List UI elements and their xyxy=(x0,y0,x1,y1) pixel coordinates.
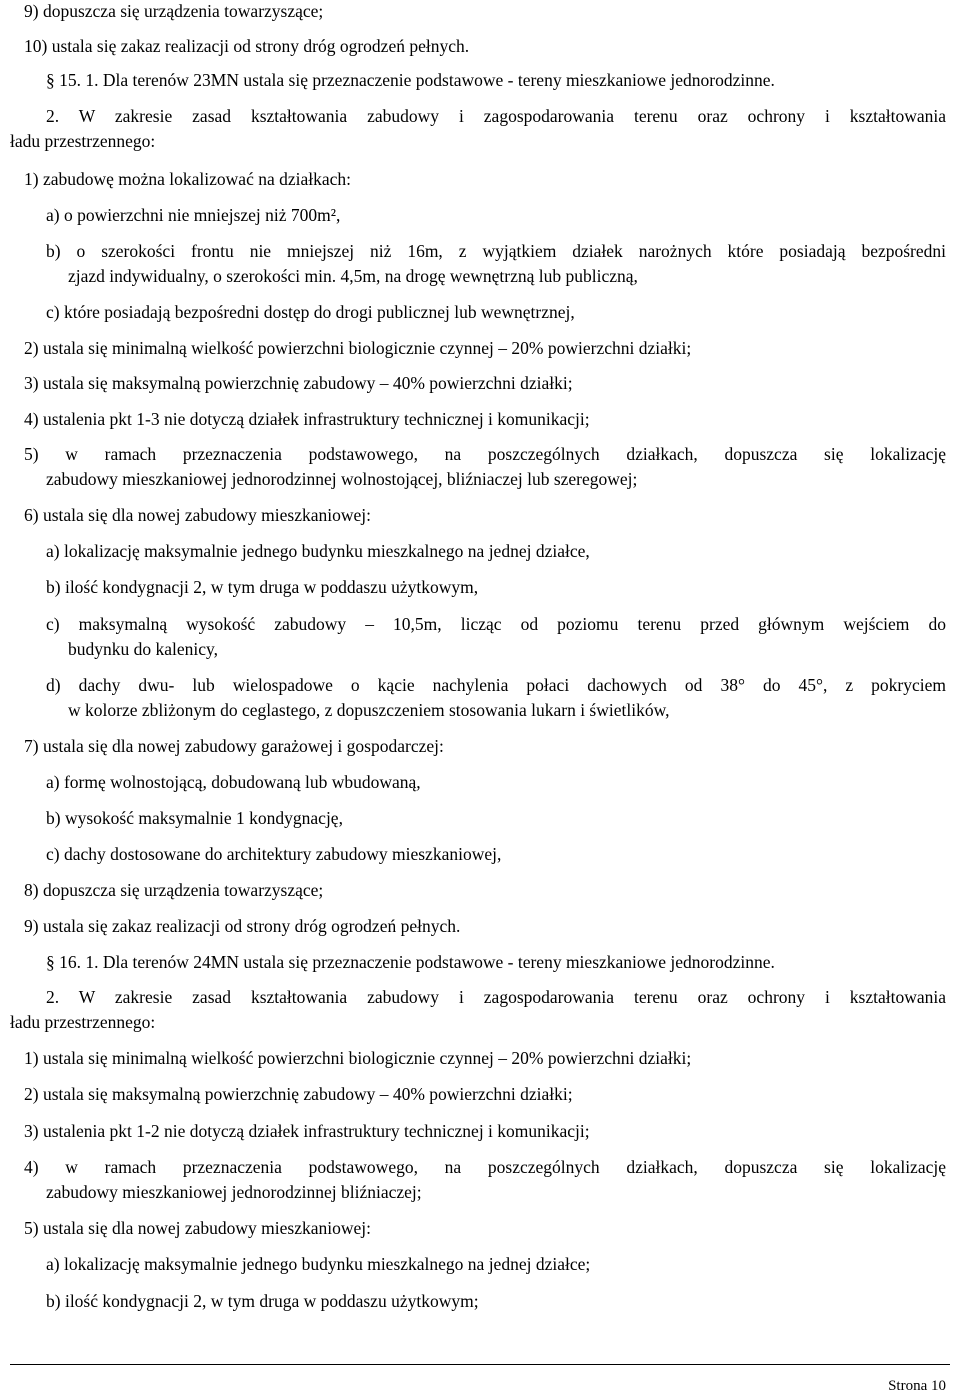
paragraph-line: b) ilość kondygnacji 2, w tym druga w poddaszu użytkowym; xyxy=(46,1291,479,1311)
paragraph-line: 6) ustala się dla nowej zabudowy mieszkaniowej: xyxy=(24,505,371,525)
paragraph-line: 2. W zakresie zasad kształtowania zabudowy i zagospodarowania terenu oraz ochrony i kształtowania xyxy=(46,987,946,1007)
paragraph-line: 4) w ramach przeznaczenia podstawowego, na poszczególnych działkach, dopuszcza się lokalizację xyxy=(24,1157,946,1177)
paragraph-line: zabudowy mieszkaniowej jednorodzinnej bliźniaczej; xyxy=(46,1182,422,1202)
paragraph-line: 9) ustala się zakaz realizacji od strony dróg ogrodzeń pełnych. xyxy=(24,916,461,936)
paragraph-line: 7) ustala się dla nowej zabudowy garażowej i gospodarczej: xyxy=(24,736,444,756)
paragraph-line: 8) dopuszcza się urządzenia towarzyszące; xyxy=(24,880,324,900)
paragraph-line: a) lokalizację maksymalnie jednego budynku mieszkalnego na jednej działce, xyxy=(46,541,590,561)
paragraph-line: a) formę wolnostojącą, dobudowaną lub wbudowaną, xyxy=(46,772,421,792)
paragraph-line: c) które posiadają bezpośredni dostęp do drogi publicznej lub wewnętrznej, xyxy=(46,302,575,322)
paragraph-line: 2) ustala się minimalną wielkość powierzchni biologicznie czynnej – 20% powierzchni działki; xyxy=(24,338,692,358)
page-number: Strona 10 xyxy=(888,1378,946,1394)
paragraph-line: a) lokalizację maksymalnie jednego budynku mieszkalnego na jednej działce; xyxy=(46,1254,591,1274)
paragraph-line: 2. W zakresie zasad kształtowania zabudowy i zagospodarowania terenu oraz ochrony i kształtowania xyxy=(46,106,946,126)
paragraph-line: ładu przestrzennego: xyxy=(10,131,156,151)
paragraph-line: w kolorze zbliżonym do ceglastego, z dopuszczeniem stosowania lukarn i świetlików, xyxy=(68,700,670,720)
section-heading-line: § 16. 1. Dla terenów 24MN ustala się przeznaczenie podstawowe - tereny mieszkaniowe jednorodzinne. xyxy=(46,952,775,972)
paragraph-line: 2) ustala się maksymalną powierzchnię zabudowy – 40% powierzchni działki; xyxy=(24,1084,573,1104)
paragraph-line: b) o szerokości frontu nie mniejszej niż 16m, z wyjątkiem działek narożnych które posiadają bezpośredni xyxy=(46,241,946,261)
paragraph-line: 3) ustalenia pkt 1-2 nie dotyczą działek infrastruktury technicznej i komunikacji; xyxy=(24,1121,590,1141)
paragraph-line: budynku do kalenicy, xyxy=(68,639,219,659)
paragraph-line: 5) w ramach przeznaczenia podstawowego, na poszczególnych działkach, dopuszcza się lokalizację xyxy=(24,444,946,464)
paragraph-line: ładu przestrzennego: xyxy=(10,1012,156,1032)
paragraph-line: 5) ustala się dla nowej zabudowy mieszkaniowej: xyxy=(24,1218,371,1238)
paragraph-line: b) ilość kondygnacji 2, w tym druga w poddaszu użytkowym, xyxy=(46,577,479,597)
paragraph-line: zjazd indywidualny, o szerokości min. 4,5m, na drogę wewnętrzną lub publiczną, xyxy=(68,266,638,286)
paragraph-line: b) wysokość maksymalnie 1 kondygnację, xyxy=(46,808,343,828)
paragraph-line: zabudowy mieszkaniowej jednorodzinnej wolnostojącej, bliźniaczej lub szeregowej; xyxy=(46,469,638,489)
paragraph-line: 1) zabudowę można lokalizować na działkach: xyxy=(24,169,352,189)
paragraph-line: 9) dopuszcza się urządzenia towarzyszące; xyxy=(24,1,324,21)
paragraph-line: a) o powierzchni nie mniejszej niż 700m², xyxy=(46,205,341,225)
paragraph-line: c) dachy dostosowane do architektury zabudowy mieszkaniowej, xyxy=(46,844,502,864)
paragraph-line: 4) ustalenia pkt 1-3 nie dotyczą działek infrastruktury technicznej i komunikacji; xyxy=(24,409,590,429)
paragraph-line: 3) ustala się maksymalną powierzchnię zabudowy – 40% powierzchni działki; xyxy=(24,373,573,393)
paragraph-line: c) maksymalną wysokość zabudowy – 10,5m, licząc od poziomu terenu przed głównym wejściem do xyxy=(46,614,946,634)
paragraph-line: 10) ustala się zakaz realizacji od strony dróg ogrodzeń pełnych. xyxy=(24,36,470,56)
paragraph-line: d) dachy dwu- lub wielospadowe o kącie nachylenia połaci dachowych od 38° do 45°, z pokryciem xyxy=(46,675,946,695)
paragraph-line: 1) ustala się minimalną wielkość powierzchni biologicznie czynnej – 20% powierzchni działki; xyxy=(24,1048,692,1068)
footer-divider xyxy=(10,1364,950,1365)
section-heading-line: § 15. 1. Dla terenów 23MN ustala się przeznaczenie podstawowe - tereny mieszkaniowe jednorodzinne. xyxy=(46,70,775,90)
